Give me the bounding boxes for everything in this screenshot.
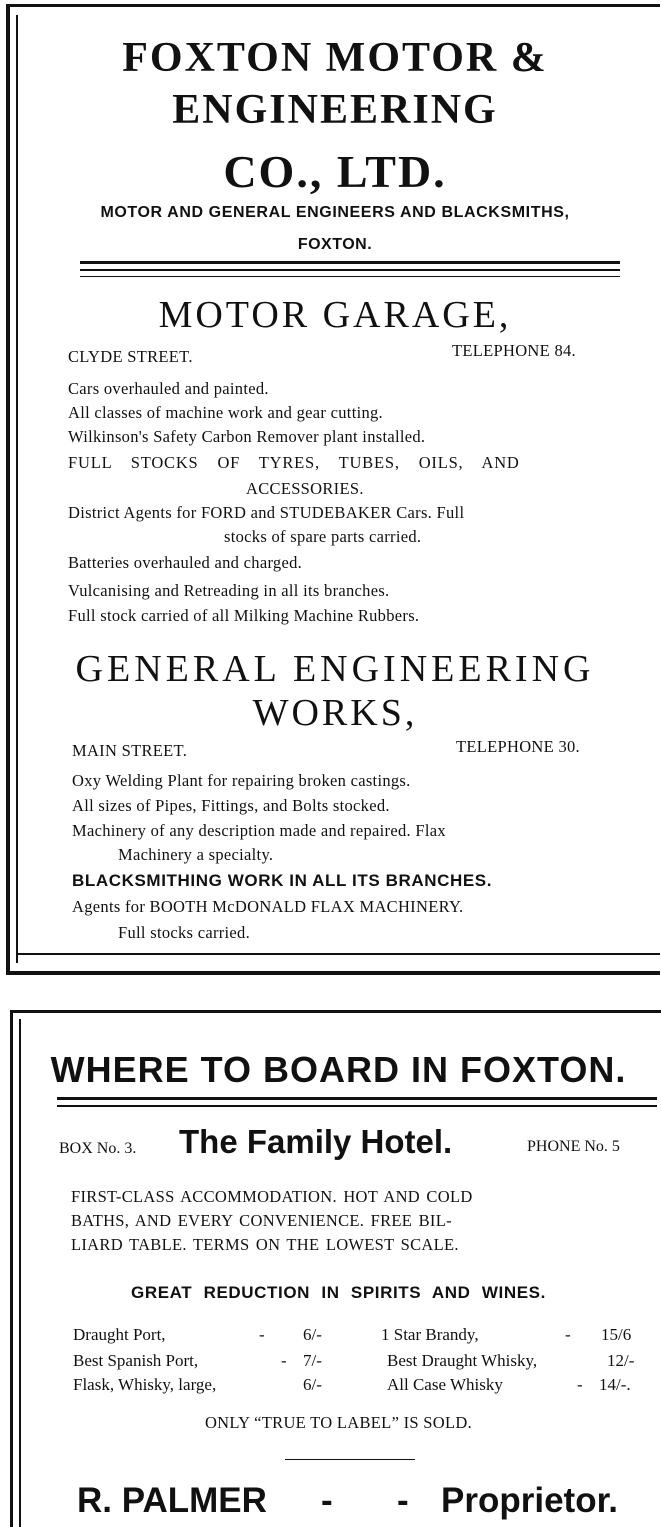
box-number: BOX No. 3. [59,1140,137,1157]
garage-line: Full stock carried of all Milking Machine Rubbers. [68,606,420,625]
company-tagline: MOTOR AND GENERAL ENGINEERS AND BLACKSMITHS, [100,204,570,221]
garage-line: stocks of spare parts carried. [224,527,422,546]
garage-line: Cars overhauled and painted. [68,379,269,398]
bottom-rule [16,953,660,955]
description-line: BATHS, AND EVERY CONVENIENCE. FREE BIL- [71,1211,452,1230]
proprietor-name: R. PALMER [77,1481,267,1520]
description-line: LIARD TABLE. TERMS ON THE LOWEST SCALE. [71,1235,459,1254]
works-street: MAIN STREET. [72,741,188,760]
works-heading-line2: WORKS, [252,692,418,734]
garage-line: FULL STOCKS OF TYRES, TUBES, OILS, AND [68,453,520,472]
price-dash: - [577,1375,583,1394]
garage-heading: MOTOR GARAGE, [158,294,512,336]
reduction-heading: GREAT REDUCTION IN SPIRITS AND WINES. [131,1283,546,1302]
price-item: All Case Whisky [387,1375,503,1394]
family-hotel-advertisement [10,1010,661,1527]
price-item: 1 Star Brandy, [381,1325,479,1344]
hotel-name: The Family Hotel. [179,1123,453,1160]
price-value: 6/- [303,1375,322,1394]
price-dash: - [565,1325,571,1344]
works-line: BLACKSMITHING WORK IN ALL ITS BRANCHES. [72,871,493,890]
rule-thin [80,276,620,277]
foxton-motor-advertisement [6,4,660,975]
price-value: 7/- [303,1351,322,1370]
phone-number: PHONE No. 5 [527,1138,620,1155]
price-value: 6/- [303,1325,322,1344]
company-name-line1: FOXTON MOTOR & [122,35,548,81]
works-line: All sizes of Pipes, Fittings, and Bolts stocked. [72,796,390,815]
company-name-line2: ENGINEERING [172,87,498,133]
garage-street: CLYDE STREET. [68,347,193,366]
price-item: Flask, Whisky, large, [73,1375,217,1394]
garage-line: Batteries overhauled and charged. [68,553,303,572]
garage-line: Vulcanising and Retreading in all its branches. [68,581,390,600]
works-heading-line1: GENERAL ENGINEERING [75,648,595,690]
description-line: FIRST-CLASS ACCOMMODATION. HOT AND COLD [71,1187,473,1206]
price-item: Best Spanish Port, [73,1351,199,1370]
price-value: 12/- [607,1351,635,1370]
price-value: 15/6 [601,1325,632,1344]
rule-bottom [80,269,620,271]
board-title: WHERE TO BOARD IN FOXTON. [50,1049,627,1090]
price-dash: - [259,1325,265,1344]
label-note: ONLY “TRUE TO LABEL” IS SOLD. [204,1413,473,1432]
proprietor-dash: - [321,1481,333,1520]
border-inner-line [19,1019,21,1527]
works-telephone: TELEPHONE 30. [456,737,580,756]
price-item: Best Draught Whisky, [387,1351,538,1370]
proprietor-dash: - [397,1481,409,1520]
short-rule [285,1459,415,1460]
garage-telephone: TELEPHONE 84. [452,341,576,360]
garage-line: Wilkinson's Safety Carbon Remover plant installed. [68,427,426,446]
price-item: Draught Port, [73,1325,166,1344]
works-line: Full stocks carried. [118,923,251,942]
rule-top [57,1097,657,1100]
works-line: Machinery of any description made and repaired. Flax [72,821,446,840]
rule-bottom [57,1105,657,1107]
works-line: Machinery a specialty. [118,845,274,864]
proprietor-title: Proprietor. [441,1481,618,1520]
works-line: Oxy Welding Plant for repairing broken castings. [72,771,411,790]
rule-top [80,261,620,264]
garage-line: ACCESSORIES. [246,479,364,498]
price-dash: - [281,1351,287,1370]
price-value: 14/-. [599,1375,631,1394]
garage-line: District Agents for FORD and STUDEBAKER Cars. Full [68,503,465,522]
company-name-line3: CO., LTD. [223,146,447,197]
works-line: Agents for BOOTH McDONALD FLAX MACHINERY. [72,897,464,916]
garage-line: All classes of machine work and gear cutting. [68,403,383,422]
company-location: FOXTON. [297,236,373,253]
